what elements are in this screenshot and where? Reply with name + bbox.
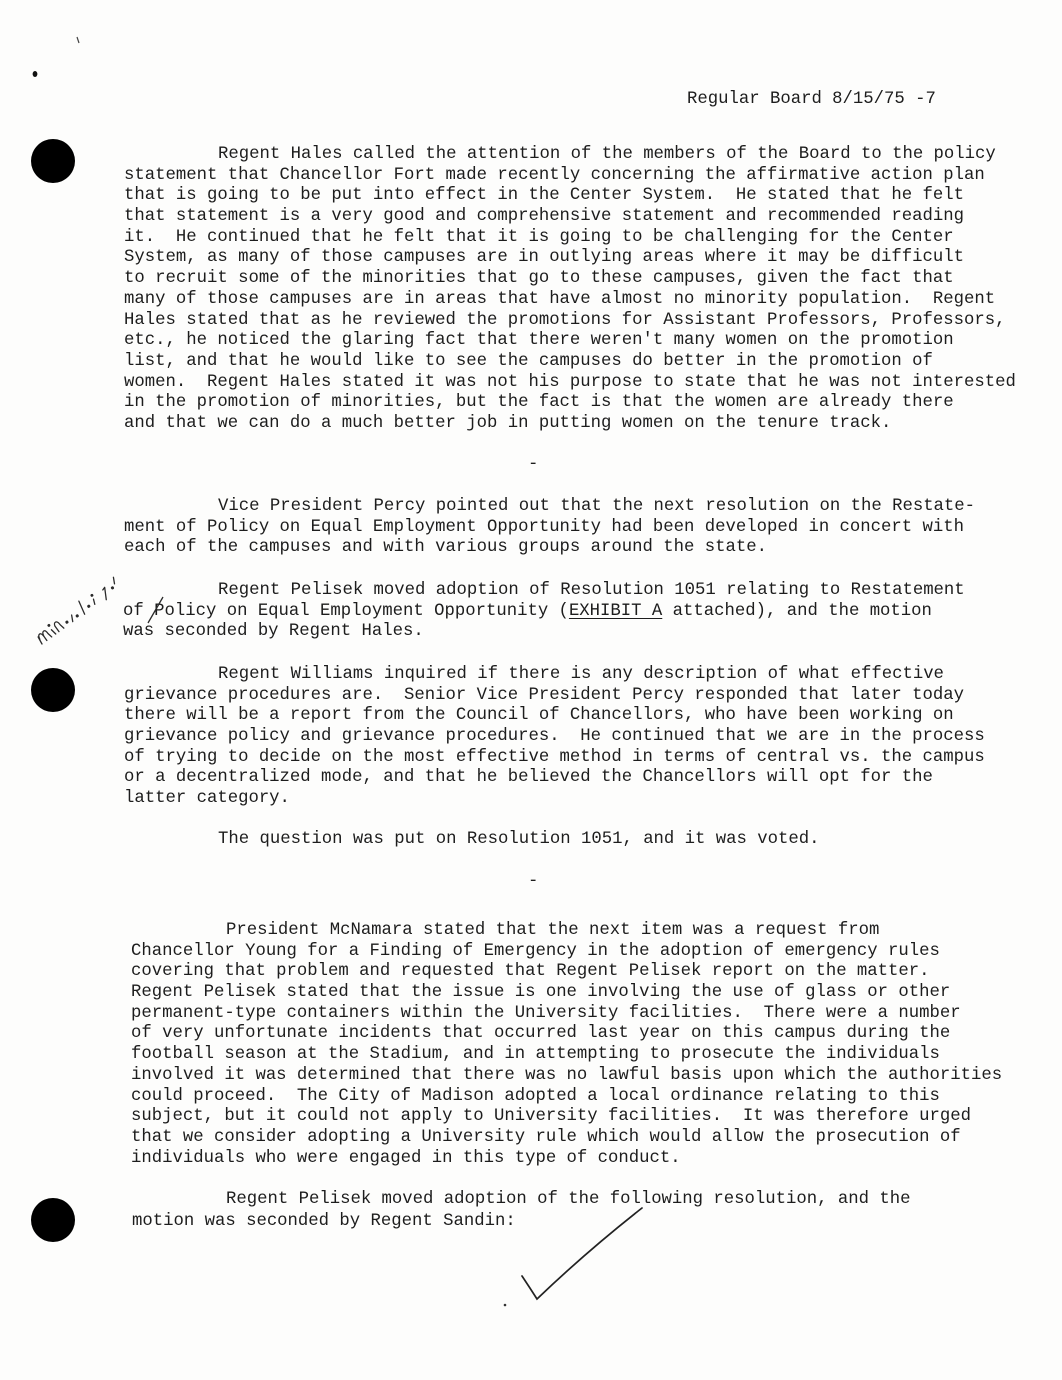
text-line: individuals who were engaged in this type of conduct. bbox=[131, 1148, 681, 1168]
hole-punch-mark bbox=[31, 668, 75, 712]
text-line: many of those campuses are in areas that have almost no minority population. Regent bbox=[124, 289, 996, 309]
page-header: Regular Board 8/15/75 -7 bbox=[687, 90, 936, 109]
scan-speck bbox=[504, 1304, 507, 1307]
hole-punch-mark bbox=[31, 139, 75, 183]
paragraph bbox=[131, 921, 1002, 1169]
text-line: covering that problem and requested that Regent Pelisek report on the matter. bbox=[131, 962, 930, 982]
scan-speck bbox=[77, 37, 79, 43]
paragraph bbox=[132, 1189, 910, 1232]
text-line: in the promotion of minorities, but the fact is that the women are already there bbox=[124, 393, 954, 413]
paragraph bbox=[123, 581, 965, 643]
text-line: that we consider adopting a University rule which would allow the prosecution of bbox=[131, 1127, 961, 1147]
scan-speck bbox=[33, 71, 38, 77]
text-line: list, and that he would like to see the campuses do better in the promotion of bbox=[124, 351, 933, 371]
text-line: Regent Hales called the attention of the members of the Board to the policy bbox=[218, 145, 996, 164]
paragraph bbox=[124, 830, 820, 851]
text-line: motion was seconded by Regent Sandin: bbox=[132, 1211, 516, 1231]
text-line: grievance policy and grievance procedures. He continued that we are in the process bbox=[124, 727, 985, 747]
text-line: Chancellor Young for a Finding of Emergency in the adoption of emergency rules bbox=[131, 941, 940, 961]
handwritten-margin-note bbox=[34, 576, 121, 645]
text-line: Regent Pelisek moved adoption of the following resolution, and the bbox=[226, 1190, 911, 1209]
text-line: football season at the Stadium, and in attempting to prosecute the individuals bbox=[131, 1045, 940, 1065]
text-line: etc., he noticed the glaring fact that there weren't many women on the promotion bbox=[124, 331, 954, 351]
text-line: Regent Pelisek moved adoption of Resolution 1051 relating to Restatement bbox=[218, 581, 965, 600]
text-line: The question was put on Resolution 1051, and it was voted. bbox=[218, 830, 820, 849]
text-line: was seconded by Regent Hales. bbox=[123, 622, 424, 642]
text-line: permanent-type containers within the University facilities. There were a number bbox=[131, 1003, 961, 1023]
text-line: grievance procedures are. Senior Vice President Percy responded that later today bbox=[124, 685, 965, 705]
text-line: that statement is a very good and comprehensive statement and recommended reading bbox=[124, 207, 965, 227]
text-line: and that we can do a much better job in putting women on the tenure track. bbox=[124, 413, 892, 433]
text-line: each of the campuses and with various groups around the state. bbox=[124, 538, 767, 558]
text-line: Regent Pelisek stated that the issue is one involving the use of glass or other bbox=[131, 983, 951, 1003]
text-line: of very unfortunate incidents that occurred last year on this campus during the bbox=[131, 1024, 951, 1044]
paragraph bbox=[124, 145, 1016, 435]
text-line: Hales stated that as he reviewed the promotions for Assistant Professors, Professors, bbox=[124, 310, 1006, 330]
text-line: to recruit some of the minorities that go to these campuses, given the fact that bbox=[124, 269, 954, 289]
text-line: ment of Policy on Equal Employment Opportunity had been developed in concert with bbox=[124, 517, 965, 537]
text-line: women. Regent Hales stated it was not his purpose to state that he was not interested bbox=[124, 372, 1016, 392]
text-line: of trying to decide on the most effective method in terms of central vs. the campus bbox=[124, 747, 985, 767]
text-line: Vice President Percy pointed out that the next resolution on the Restate- bbox=[218, 497, 976, 516]
text-line: subject, but it could not apply to University facilities. It was therefore urged bbox=[131, 1107, 972, 1127]
text-line bbox=[123, 602, 965, 623]
text-line: that is going to be put into effect in the Center System. He stated that he felt bbox=[124, 186, 965, 206]
text-line: System, as many of those campuses are in outlying areas where it may be difficult bbox=[124, 248, 965, 268]
text-line: involved it was determined that there was no lawful basis upon which the authorities bbox=[131, 1065, 1003, 1085]
paragraph bbox=[124, 665, 985, 810]
text-line: statement that Chancellor Fort made recently concerning the affirmative action plan bbox=[124, 165, 985, 185]
exhibit-reference: EXHIBIT A bbox=[568, 601, 663, 621]
text-line: Regent Williams inquired if there is any description of what effective bbox=[218, 665, 944, 684]
paragraph bbox=[124, 497, 975, 559]
hole-punch-mark bbox=[31, 1198, 75, 1242]
text-segment: attached), and the motion bbox=[662, 601, 932, 621]
text-line: it. He continued that he felt that it is going to be challenging for the Center bbox=[124, 227, 954, 247]
section-separator: - bbox=[528, 872, 539, 891]
text-line: or a decentralized mode, and that he believed the Chancellors will opt for the bbox=[124, 768, 933, 788]
text-segment: of Policy on Equal Employment Opportunity ( bbox=[123, 601, 569, 621]
text-line: latter category. bbox=[124, 789, 290, 809]
section-separator: - bbox=[528, 455, 539, 474]
text-line: could proceed. The City of Madison adopted a local ordinance relating to this bbox=[131, 1086, 940, 1106]
text-line: President McNamara stated that the next item was a request from bbox=[226, 921, 880, 940]
text-line: there will be a report from the Council of Chancellors, who have been working on bbox=[124, 706, 954, 726]
